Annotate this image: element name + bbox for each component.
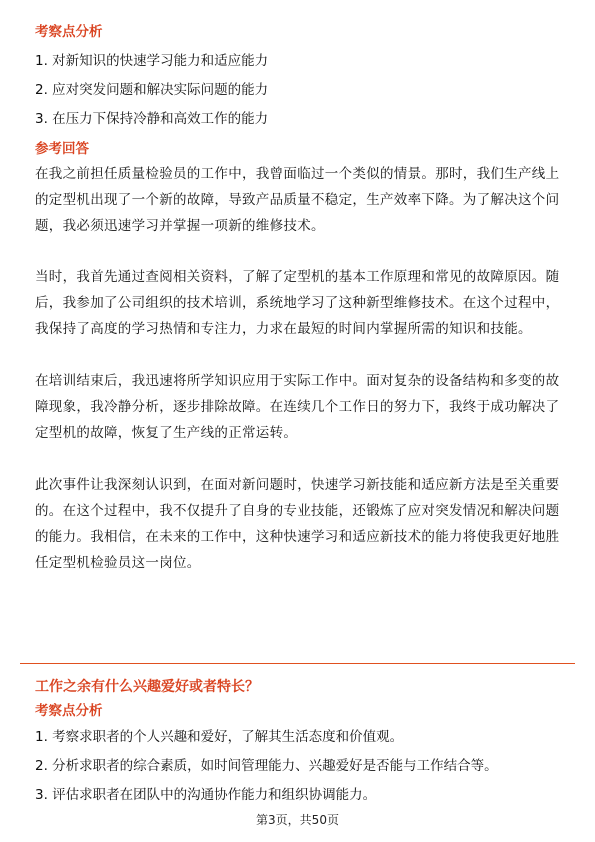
answer-heading: 参考回答 <box>35 141 89 157</box>
answer-paragraph: 当时，我首先通过查阅相关资料，了解了定型机的基本工作原理和常见的故障原因。随后，我参加了公司组织的技术培训，系统地学习了这种新型维修技术。在这个过程中，我保持了高度的学习热情和专注力，力求在最短的时间内掌握所需的知识和技能。 <box>35 269 560 337</box>
analysis-item: 2. 分析求职者的综合素质，如时间管理能力、兴趣爱好是否能与工作结合等。 <box>35 758 498 774</box>
analysis-heading: 考察点分析 <box>35 24 103 40</box>
answer-paragraph: 在我之前担任质量检验员的工作中，我曾面临过一个类似的情景。那时，我们生产线上的定型机出现了一个新的故障，导致产品质量不稳定，生产效率下降。为了解决这个问题，我必须迅速学习并掌握一项新的维修技术。 <box>35 166 560 234</box>
analysis-heading: 考察点分析 <box>35 703 103 719</box>
analysis-item: 3. 评估求职者在团队中的沟通协作能力和组织协调能力。 <box>35 787 377 803</box>
analysis-item: 1. 考察求职者的个人兴趣和爱好，了解其生活态度和价值观。 <box>35 729 404 745</box>
analysis-item: 2. 应对突发问题和解决实际问题的能力 <box>35 82 269 98</box>
page-number: 第3页，共50页 <box>256 813 339 827</box>
section-divider <box>20 663 575 664</box>
answer-paragraph: 在培训结束后，我迅速将所学知识应用于实际工作中。面对复杂的设备结构和多变的故障现象，我冷静分析，逐步排除故障。在连续几个工作日的努力下，我终于成功解决了定型机的故障，恢复了生产线的正常运转。 <box>35 373 560 441</box>
analysis-item: 1. 对新知识的快速学习能力和适应能力 <box>35 53 269 69</box>
answer-paragraph: 此次事件让我深刻认识到，在面对新问题时，快速学习新技能和适应新方法是至关重要的。在这个过程中，我不仅提升了自身的专业技能，还锻炼了应对突发情况和解决问题的能力。我相信，在未来的工作中，这种快速学习和适应新技术的能力将使我更好地胜任定型机检验员这一岗位。 <box>35 477 560 571</box>
analysis-item: 3. 在压力下保持冷静和高效工作的能力 <box>35 111 269 127</box>
question-title: 工作之余有什么兴趣爱好或者特长？ <box>35 679 259 695</box>
question-block <box>35 677 563 805</box>
page-content <box>35 22 563 576</box>
